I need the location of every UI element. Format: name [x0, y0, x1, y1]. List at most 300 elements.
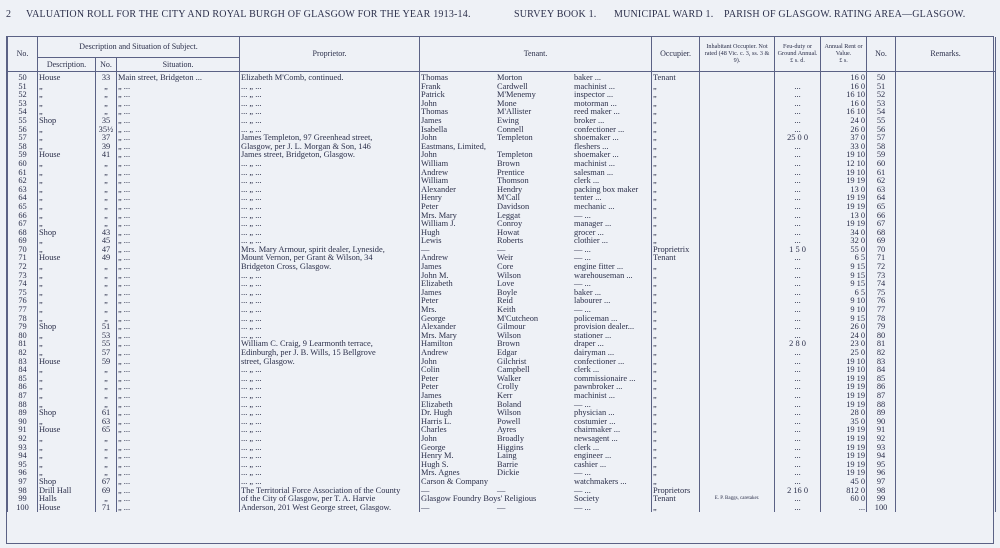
tenant-occupation: — ...: [574, 210, 591, 220]
remarks: [896, 212, 996, 221]
remarks: [896, 280, 996, 289]
tenant-forename: Isabella: [421, 124, 448, 134]
street-number: „: [96, 169, 117, 178]
entry-number: 77: [8, 306, 38, 315]
entry-number: 58: [8, 143, 38, 152]
col-description: Description.: [38, 57, 96, 71]
inhabitant-occupier: [700, 383, 775, 392]
proprietor: Glasgow, per J. L. Morgan & Son, 146: [240, 143, 420, 152]
tenant-occupation: — ...: [574, 502, 591, 512]
inhabitant-occupier: [700, 212, 775, 221]
remarks: [896, 495, 996, 504]
occupier: „: [652, 108, 700, 117]
entry-number: 94: [8, 452, 38, 461]
entry-number: 72: [8, 263, 38, 272]
tenant-occupation: — ...: [574, 485, 591, 495]
entry-number-right: 53: [867, 100, 896, 109]
situation: „ ...: [117, 143, 240, 152]
proprietor: Mount Vernon, per Grant & Wilson, 34: [240, 254, 420, 263]
remarks: [896, 426, 996, 435]
tenant-forename: Mrs. Agnes: [421, 468, 460, 478]
tenant-forename: Alexander: [421, 184, 456, 194]
tenant-surname: [497, 478, 574, 487]
occupier: „: [652, 332, 700, 341]
tenant-occupation: — ...: [574, 279, 591, 289]
tenant: [420, 272, 652, 281]
tenant-surname: Broadly: [497, 433, 525, 443]
situation: „ ...: [117, 108, 240, 117]
situation: „ ...: [117, 452, 240, 461]
tenant-forename: Mrs. Mary: [421, 210, 457, 220]
tenant-surname: —: [497, 244, 506, 254]
subject-description: „: [38, 469, 96, 478]
tenant-surname: Wilson: [497, 330, 521, 340]
street-number: „: [96, 461, 117, 470]
remarks: [896, 332, 996, 341]
inhabitant-occupier: [700, 444, 775, 453]
situation: „ ...: [117, 91, 240, 100]
tenant: [420, 401, 652, 410]
proprietor: ... „ ...: [240, 478, 420, 487]
proprietor: ... „ ...: [240, 108, 420, 117]
situation: „ ...: [117, 383, 240, 392]
tenant-forename: Dr. Hugh: [421, 408, 453, 418]
rent-units: £ s.: [839, 57, 848, 65]
proprietor: ... „ ...: [240, 332, 420, 341]
entry-number-right: 98: [867, 487, 896, 496]
tenant-forename: James: [421, 287, 442, 297]
subject-description: „: [38, 340, 96, 349]
entry-number: 78: [8, 315, 38, 324]
situation: „ ...: [117, 212, 240, 221]
street-number: 63: [96, 418, 117, 427]
situation: „ ...: [117, 186, 240, 195]
entry-number-right: 97: [867, 478, 896, 487]
survey-book: SURVEY BOOK 1.: [514, 9, 597, 20]
col-no: No.: [8, 37, 38, 71]
situation: „ ...: [117, 100, 240, 109]
inhabitant-occupier: [700, 306, 775, 315]
remarks: [896, 461, 996, 470]
proprietor: ... „ ...: [240, 409, 420, 418]
subject-description: Shop: [38, 229, 96, 238]
tenant-forename: James: [421, 262, 442, 272]
inhabitant-occupier: [700, 203, 775, 212]
entry-number-right: 55: [867, 117, 896, 126]
inhabitant-occupier: [700, 220, 775, 229]
street-number: „: [96, 383, 117, 392]
col-situation: Situation.: [117, 57, 240, 71]
street-number: „: [96, 435, 117, 444]
tenant: [420, 280, 652, 289]
tenant: [420, 504, 652, 513]
remarks: [896, 160, 996, 169]
rating-area: RATING AREA—GLASGOW.: [834, 9, 966, 20]
tenant-forename: —: [421, 244, 430, 254]
street-number: „: [96, 444, 117, 453]
proprietor: William C. Craig, 9 Learmonth terrace,: [240, 340, 420, 349]
inhabitant-occupier: [700, 452, 775, 461]
situation: „ ...: [117, 126, 240, 135]
inhabitant-occupier: [700, 358, 775, 367]
tenant-forename: Peter: [421, 373, 439, 383]
tenant-forename: Peter: [421, 296, 439, 306]
annual-rent: 19 19: [821, 426, 867, 435]
occupier: „: [652, 426, 700, 435]
entry-number-right: 62: [867, 177, 896, 186]
feu-duty: ...: [775, 401, 821, 410]
col-tenant: Tenant.: [420, 37, 652, 71]
occupier: „: [652, 452, 700, 461]
remarks: [896, 444, 996, 453]
street-number: „: [96, 375, 117, 384]
entry-number: 52: [8, 91, 38, 100]
entry-number-right: 72: [867, 263, 896, 272]
remarks: [896, 74, 996, 83]
occupier: „: [652, 469, 700, 478]
proprietor: ... „ ...: [240, 306, 420, 315]
street-number: „: [96, 306, 117, 315]
proprietor: ... „ ...: [240, 83, 420, 92]
annual-rent: 9 10: [821, 297, 867, 306]
tenant-surname: Dickie: [497, 468, 520, 478]
annual-rent: 26 0: [821, 323, 867, 332]
tenant-surname: Barrie: [497, 459, 518, 469]
street-number: 57: [96, 349, 117, 358]
situation: „ ...: [117, 340, 240, 349]
annual-rent: 34 0: [821, 229, 867, 238]
tenant: [420, 435, 652, 444]
inhabitant-occupier: [700, 315, 775, 324]
entry-number-right: 84: [867, 366, 896, 375]
proprietor: ... „ ...: [240, 297, 420, 306]
table-row: [8, 504, 996, 513]
feu-duty: ...: [775, 194, 821, 203]
entry-number: 65: [8, 203, 38, 212]
tenant-forename: Thomas: [421, 73, 449, 82]
tenant-forename: James: [421, 115, 442, 125]
feu-duty: ...: [775, 392, 821, 401]
subject-description: Shop: [38, 478, 96, 487]
inhabitant-occupier: [700, 100, 775, 109]
situation: „ ...: [117, 426, 240, 435]
col-inhabitant-occupier: Inhabitant Occupier. Not rated (48 Vic. c. 3, ss. 3 & 9).: [700, 37, 775, 71]
entry-number: 91: [8, 426, 38, 435]
feu-duty: ...: [775, 315, 821, 324]
feu-label: Feu-duty or Ground Annual.: [777, 43, 818, 58]
tenant-surname: Conroy: [497, 219, 523, 229]
occupier: „: [652, 169, 700, 178]
inhabitant-occupier: [700, 83, 775, 92]
subject-description: House: [38, 358, 96, 367]
occupier: „: [652, 126, 700, 135]
entry-number: 50: [8, 74, 38, 83]
subject-description: „: [38, 418, 96, 427]
entry-number: 93: [8, 444, 38, 453]
occupier: „: [652, 280, 700, 289]
inhabitant-occupier: [700, 461, 775, 470]
tenant-surname: Love: [497, 279, 515, 289]
feu-duty: ...: [775, 349, 821, 358]
street-number: 51: [96, 323, 117, 332]
tenant-forename: John: [421, 150, 437, 160]
entry-number: 80: [8, 332, 38, 341]
street-number: „: [96, 186, 117, 195]
street-number: 53: [96, 332, 117, 341]
situation: „ ...: [117, 366, 240, 375]
tenant-forename: William: [421, 176, 449, 186]
occupier: „: [652, 160, 700, 169]
subject-description: „: [38, 401, 96, 410]
annual-rent: 16 0: [821, 83, 867, 92]
situation: „ ...: [117, 349, 240, 358]
feu-duty: ...: [775, 186, 821, 195]
entry-number-right: 51: [867, 83, 896, 92]
entry-number: 87: [8, 392, 38, 401]
situation: „ ...: [117, 194, 240, 203]
situation: „ ...: [117, 272, 240, 281]
situation: „ ...: [117, 504, 240, 513]
tenant: [420, 229, 652, 238]
remarks: [896, 289, 996, 298]
tenant-forename: Henry: [421, 193, 442, 203]
tenant-forename: Eastmans, Limited,: [421, 141, 486, 151]
tenant-forename: Lewis: [421, 236, 442, 246]
tenant: [420, 237, 652, 246]
tenant-occupation: engineer ...: [574, 451, 612, 461]
entry-number: 75: [8, 289, 38, 298]
situation: „ ...: [117, 392, 240, 401]
street-number: „: [96, 495, 117, 504]
occupier: „: [652, 272, 700, 281]
occupier: „: [652, 366, 700, 375]
annual-rent: 6 5: [821, 289, 867, 298]
subject-description: House: [38, 504, 96, 513]
street-number: 33: [96, 74, 117, 83]
tenant-surname: Connell: [497, 124, 524, 134]
tenant-surname: Boyle: [497, 287, 518, 297]
tenant-surname: Templeton: [497, 133, 533, 143]
tenant-occupation: grocer ...: [574, 227, 604, 237]
annual-rent: 19 19: [821, 177, 867, 186]
situation: „ ...: [117, 418, 240, 427]
feu-duty: ...: [775, 212, 821, 221]
tenant-forename: Patrick: [421, 90, 445, 100]
proprietor: ... „ ...: [240, 194, 420, 203]
tenant-occupation: newsagent ...: [574, 433, 618, 443]
inhabitant-occupier: [700, 366, 775, 375]
subject-description: „: [38, 392, 96, 401]
feu-duty: ...: [775, 254, 821, 263]
annual-rent: 9 15: [821, 315, 867, 324]
tenant: [420, 478, 652, 487]
annual-rent: 19 19: [821, 452, 867, 461]
tenant-surname: Brown: [497, 339, 520, 349]
tenant-forename: Thomas: [421, 107, 449, 117]
occupier: „: [652, 83, 700, 92]
annual-rent: 55 0: [821, 246, 867, 255]
annual-rent: 33 0: [821, 143, 867, 152]
situation: „ ...: [117, 409, 240, 418]
page-number: 2: [6, 9, 12, 20]
entry-number-right: 75: [867, 289, 896, 298]
inhabitant-occupier: [700, 297, 775, 306]
tenant-surname: Roberts: [497, 236, 524, 246]
feu-duty: ...: [775, 272, 821, 281]
tenant: [420, 160, 652, 169]
proprietor: ... „ ...: [240, 289, 420, 298]
tenant-occupation: reed maker ...: [574, 107, 620, 117]
entry-number-right: 80: [867, 332, 896, 341]
entry-number-right: 96: [867, 469, 896, 478]
subject-description: House: [38, 74, 96, 83]
entry-number: 57: [8, 134, 38, 143]
subject-description: „: [38, 108, 96, 117]
entry-number-right: 64: [867, 194, 896, 203]
tenant-surname: Crolly: [497, 382, 519, 392]
feu-duty: ...: [775, 297, 821, 306]
tenant-forename: Andrew: [421, 348, 449, 357]
entry-number-right: 87: [867, 392, 896, 401]
tenant: [420, 495, 652, 504]
situation: „ ...: [117, 487, 240, 496]
feu-duty: ...: [775, 383, 821, 392]
inhabitant-occupier: [700, 177, 775, 186]
tenant: [420, 194, 652, 203]
tenant-occupation: — ...: [574, 399, 591, 409]
feu-duty: ...: [775, 83, 821, 92]
situation: „ ...: [117, 289, 240, 298]
feu-duty: 2 16 0: [775, 487, 821, 496]
inhabitant-occupier: [700, 478, 775, 487]
occupier: „: [652, 229, 700, 238]
entry-number-right: 90: [867, 418, 896, 427]
situation: „ ...: [117, 435, 240, 444]
subject-description: „: [38, 452, 96, 461]
feu-duty: ...: [775, 117, 821, 126]
proprietor: ... „ ...: [240, 280, 420, 289]
entry-number: 90: [8, 418, 38, 427]
subject-description: „: [38, 83, 96, 92]
proprietor: The Territorial Force Association of the County: [240, 487, 420, 496]
annual-rent: 35 0: [821, 418, 867, 427]
remarks: [896, 91, 996, 100]
subject-description: Shop: [38, 409, 96, 418]
subject-description: „: [38, 349, 96, 358]
situation: „ ...: [117, 469, 240, 478]
feu-duty: ...: [775, 504, 821, 513]
tenant-forename: Andrew: [421, 253, 449, 263]
inhabitant-occupier: [700, 117, 775, 126]
feu-duty: ...: [775, 289, 821, 298]
tenant-surname: M'Call: [497, 193, 520, 203]
remarks: [896, 349, 996, 358]
feu-duty: ...: [775, 108, 821, 117]
tenant-occupation: warehouseman ...: [574, 270, 633, 280]
situation: „ ...: [117, 263, 240, 272]
entry-number: 92: [8, 435, 38, 444]
situation: „ ...: [117, 495, 240, 504]
street-number: „: [96, 83, 117, 92]
proprietor: ... „ ...: [240, 91, 420, 100]
street-number: „: [96, 91, 117, 100]
entry-number-right: 89: [867, 409, 896, 418]
entry-number: 60: [8, 160, 38, 169]
occupier: „: [652, 143, 700, 152]
situation: „ ...: [117, 297, 240, 306]
occupier: „: [652, 478, 700, 487]
inhabitant-occupier: [700, 504, 775, 513]
entry-number: 71: [8, 254, 38, 263]
entry-number-right: 60: [867, 160, 896, 169]
street-number: 71: [96, 504, 117, 513]
entry-number: 97: [8, 478, 38, 487]
tenant-occupation: machinist ...: [574, 390, 615, 400]
feu-duty: ...: [775, 151, 821, 160]
tenant-surname: M'Cutcheon: [497, 313, 539, 323]
proprietor: ... „ ...: [240, 229, 420, 238]
subject-description: „: [38, 177, 96, 186]
tenant-occupation: confectioner ...: [574, 124, 625, 134]
tenant: [420, 297, 652, 306]
tenant-surname: Morton: [497, 73, 523, 82]
subject-description: „: [38, 263, 96, 272]
remarks: [896, 126, 996, 135]
annual-rent: 9 15: [821, 272, 867, 281]
street-number: „: [96, 100, 117, 109]
subject-description: „: [38, 306, 96, 315]
remarks: [896, 358, 996, 367]
street-number: 69: [96, 487, 117, 496]
tenant: [420, 452, 652, 461]
remarks: [896, 504, 996, 513]
annual-rent: 9 15: [821, 263, 867, 272]
situation: „ ...: [117, 169, 240, 178]
occupier: „: [652, 186, 700, 195]
feu-duty: ...: [775, 229, 821, 238]
proprietor: ... „ ...: [240, 186, 420, 195]
proprietor: Anderson, 201 West George street, Glasgow.: [240, 504, 420, 513]
tenant: [420, 186, 652, 195]
tenant-forename: John: [421, 356, 437, 366]
proprietor: ... „ ...: [240, 444, 420, 453]
occupier: „: [652, 134, 700, 143]
subject-description: „: [38, 91, 96, 100]
street-number: 45: [96, 237, 117, 246]
remarks: [896, 452, 996, 461]
tenant-forename: Alexander: [421, 322, 456, 332]
entry-number: 88: [8, 401, 38, 410]
subject-description: „: [38, 126, 96, 135]
situation: „ ...: [117, 83, 240, 92]
tenant-forename: Henry M.: [421, 451, 454, 461]
occupier: „: [652, 444, 700, 453]
tenant-occupation: dairyman ...: [574, 348, 615, 357]
inhabitant-occupier: [700, 237, 775, 246]
entry-number: 82: [8, 349, 38, 358]
feu-duty: ...: [775, 160, 821, 169]
entry-number: 61: [8, 169, 38, 178]
inhabitant-occupier: [700, 194, 775, 203]
street-number: „: [96, 452, 117, 461]
street-number: 47: [96, 246, 117, 255]
situation: „ ...: [117, 151, 240, 160]
tenant-surname: Core: [497, 262, 514, 272]
remarks: [896, 401, 996, 410]
proprietor: ... „ ...: [240, 100, 420, 109]
entry-number-right: 85: [867, 375, 896, 384]
occupier: „: [652, 504, 700, 513]
